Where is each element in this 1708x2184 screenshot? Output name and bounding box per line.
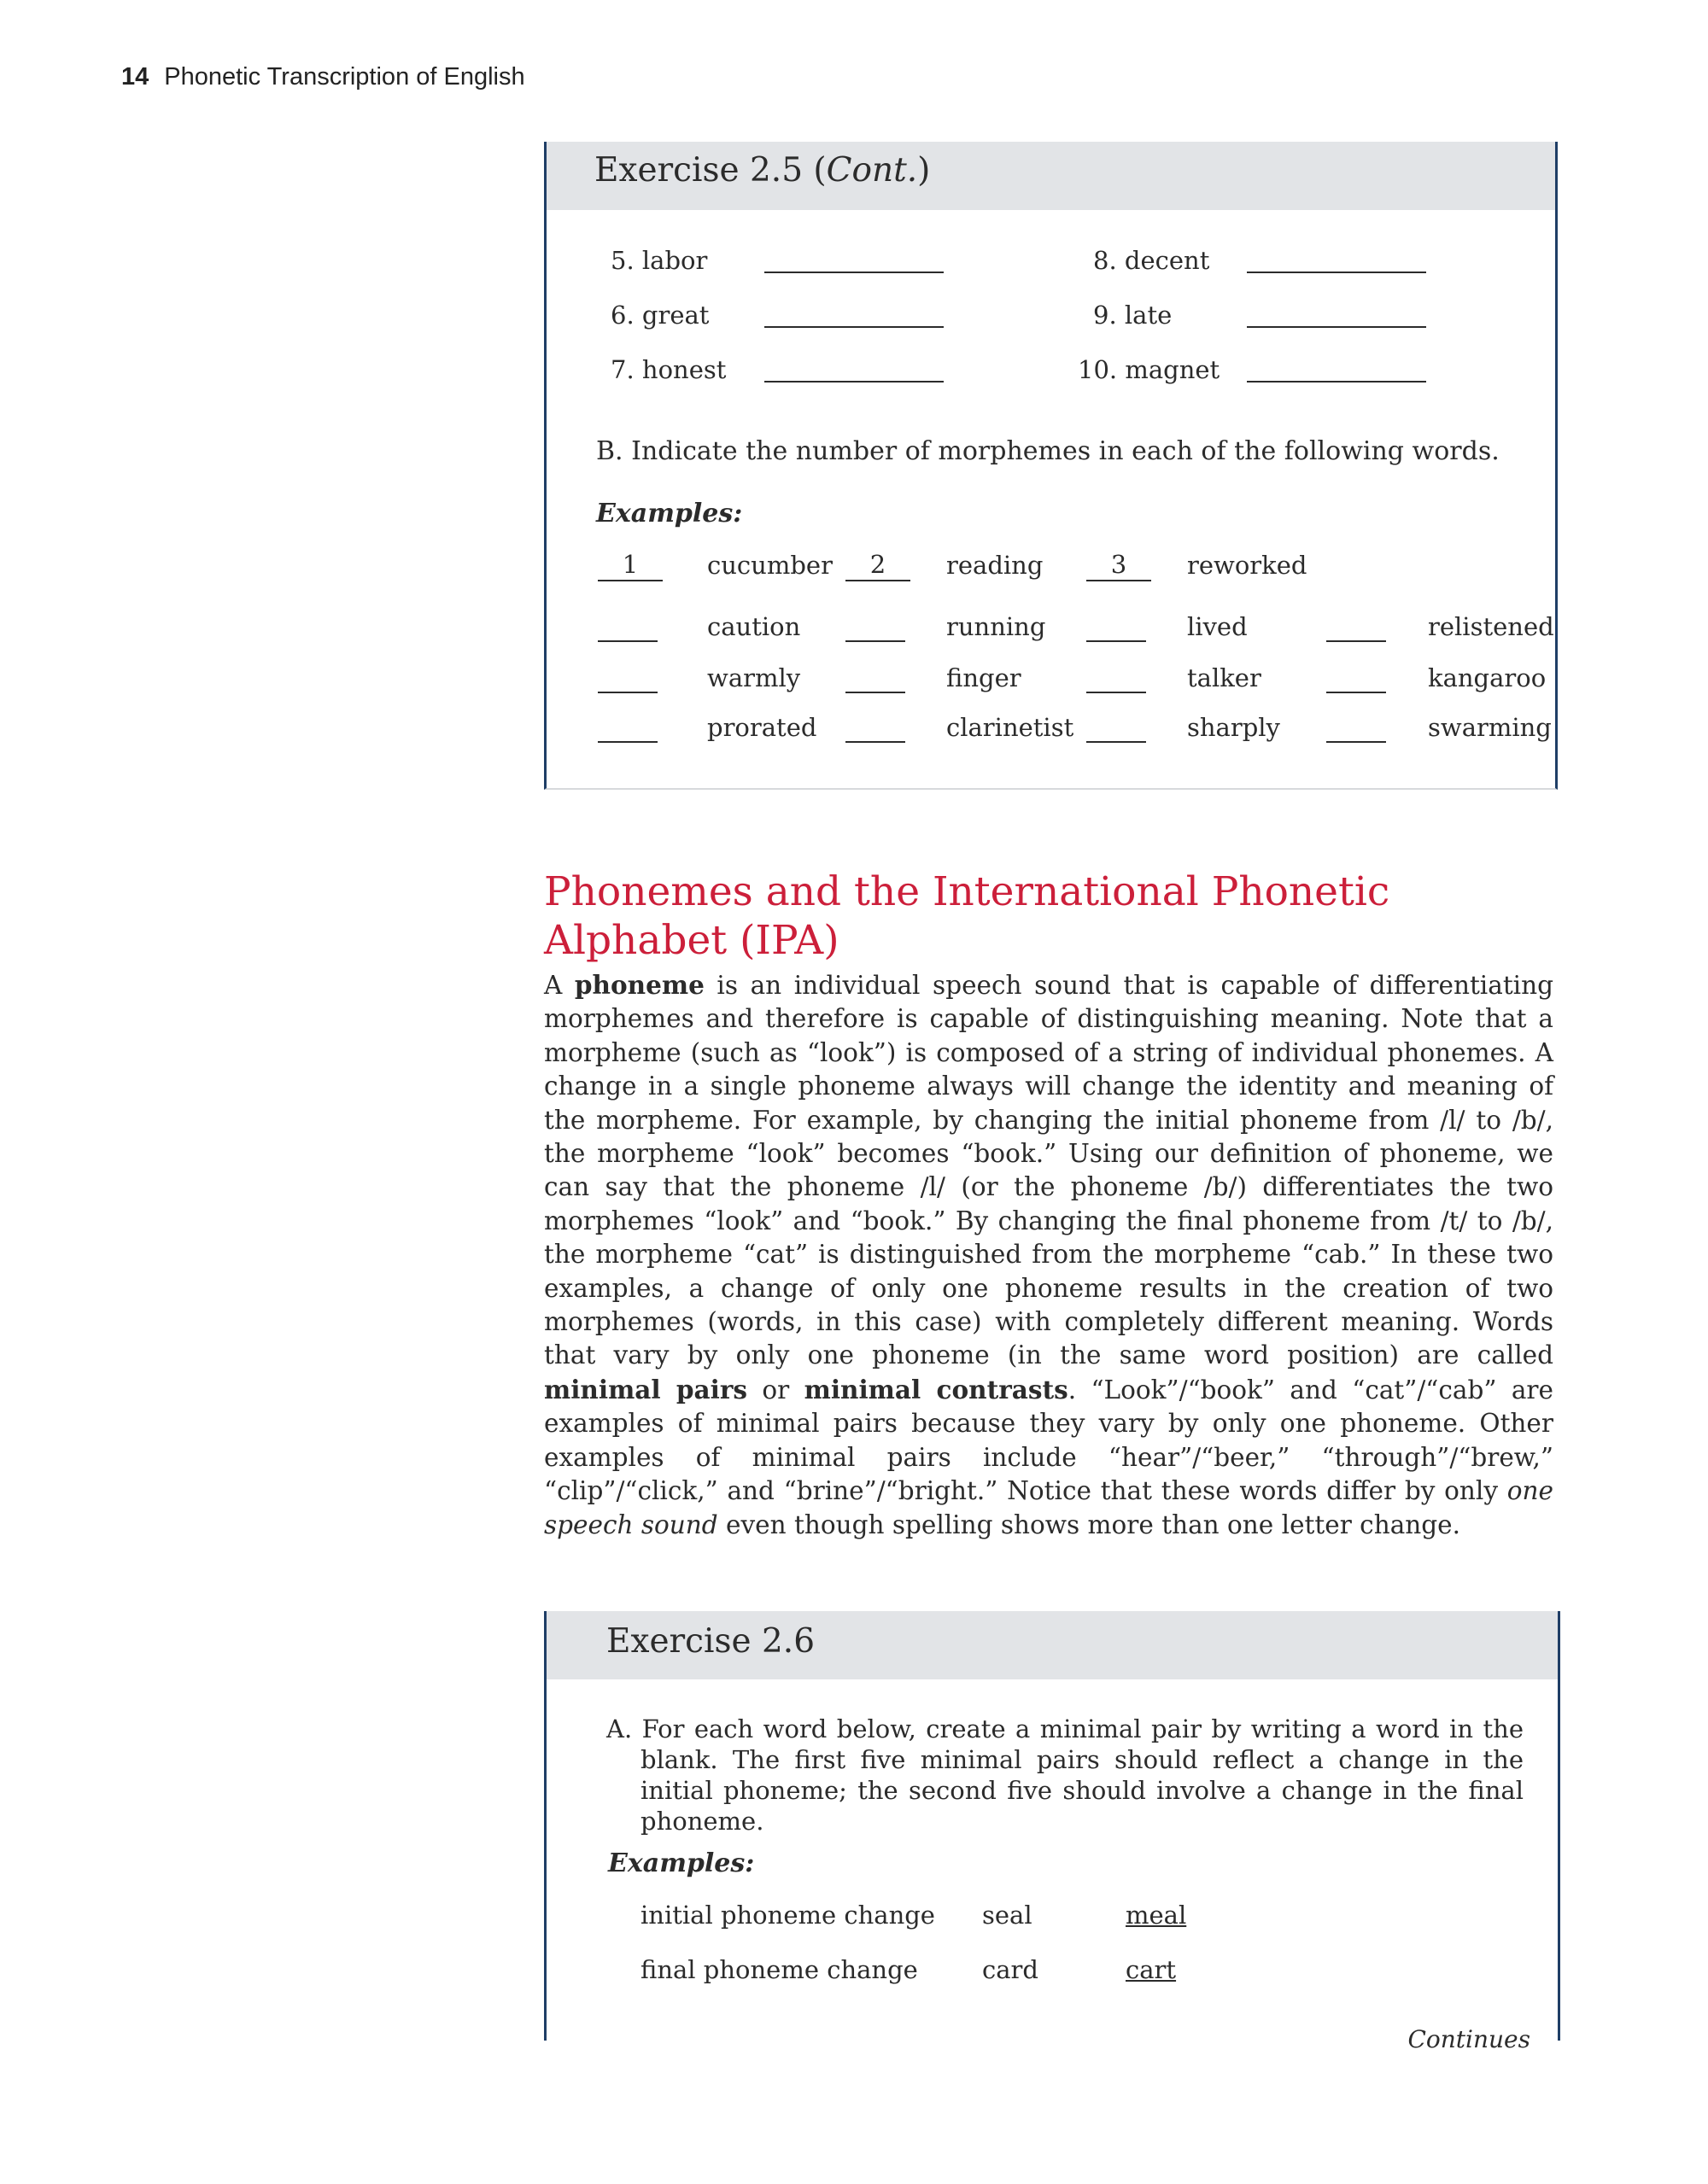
body-text-2: is an individual speech sound that is capable of differentiating morphemes and therefore is capable of distinguishing meaning. Note that a morpheme (such as “look”) is composed of a string of individual phonemes. A change in a single phoneme always will change the identity and meaning of the morpheme. For example, by changing the initial phoneme from /l/ to /b/, the morpheme “look” becomes “book.” Using our definition of phoneme, we can say that the phoneme /l/ (or the phoneme /b/) differentiates the two morphemes “look” and “book.” By changing the final phoneme from /t/ to /b/, the morpheme “cat” is distinguished from the morpheme “cab.” In these two examples, a change of only one phoneme results in the creation of two morphemes (words, in this case) with completely different meaning. Words that vary by only one phoneme (in the same word position) are called xyxy=(544,971,1554,1370)
word-sharply: sharply xyxy=(1187,713,1280,742)
example-label-initial: initial phoneme change xyxy=(640,1901,935,1930)
morpheme-blank[interactable] xyxy=(845,640,905,642)
page-number: 14 xyxy=(121,63,149,91)
example-word-1: cucumber xyxy=(707,551,833,580)
example-answer-meal: meal xyxy=(1126,1901,1187,1930)
example-answer-2: 2 xyxy=(845,549,910,581)
exercise-2-5-cont: Cont. xyxy=(826,151,918,190)
word-prorated: prorated xyxy=(707,713,817,742)
body-text-3: or xyxy=(746,1375,804,1404)
examples-label-2-6: Examples: xyxy=(608,1848,755,1878)
word-warmly: warmly xyxy=(707,663,801,692)
morpheme-blank[interactable] xyxy=(1086,640,1146,642)
examples-label: Examples: xyxy=(596,499,743,528)
running-title: Phonetic Transcription of English xyxy=(164,63,525,91)
emphasis-one-speech-sound: one speech sound xyxy=(544,1476,1553,1539)
word-running: running xyxy=(946,612,1046,641)
section-title xyxy=(544,867,1398,965)
item-7-blank[interactable] xyxy=(764,381,944,382)
term-minimal-pairs: minimal pairs xyxy=(544,1374,747,1404)
body-text-1: A xyxy=(544,971,575,1000)
part-a-instruction: A. For each word below, create a minimal pair by writing a word in the blank. The first five minimal pairs should reflect a change in the initial phoneme; the second five should involve a change in the final phoneme. xyxy=(606,1714,1524,1836)
morpheme-blank[interactable] xyxy=(1326,741,1386,743)
body-text-4: . “Look”/“book” and “cat”/“cab” are examples of minimal pairs because they vary by only one phoneme. Other examples of minimal pairs include “hear”/“beer,” “through”/“brew,” “clip”/“click,” and “brine”/“bright.” Notice that these words differ by only xyxy=(544,1375,1553,1506)
morpheme-blank[interactable] xyxy=(1326,640,1386,642)
exercise-2-6-heading: Exercise 2.6 xyxy=(547,1611,1558,1679)
body-paragraph xyxy=(544,968,1553,1542)
item-5-label: 5. labor xyxy=(611,246,708,275)
word-relistened: relistened xyxy=(1428,612,1554,641)
item-9-label: 9. late xyxy=(1093,301,1173,330)
term-phoneme: phoneme xyxy=(574,970,705,1000)
section-title-line-1: Phonemes and the International Phonetic xyxy=(544,868,1390,915)
item-6-label: 6. great xyxy=(611,301,710,330)
morpheme-blank[interactable] xyxy=(845,692,905,693)
morpheme-blank[interactable] xyxy=(598,640,658,642)
word-caution: caution xyxy=(707,612,801,641)
example-word-3: reworked xyxy=(1187,551,1307,580)
item-7-label: 7. honest xyxy=(611,355,727,384)
word-lived: lived xyxy=(1187,612,1248,641)
morpheme-blank[interactable] xyxy=(598,741,658,743)
morpheme-blank[interactable] xyxy=(1086,741,1146,743)
word-clarinetist: clarinetist xyxy=(946,713,1074,742)
item-10-label: 10. magnet xyxy=(1078,355,1220,384)
example-word-2: reading xyxy=(946,551,1044,580)
morpheme-blank[interactable] xyxy=(1086,692,1146,693)
example-answer-3: 3 xyxy=(1086,549,1151,581)
example-label-final: final phoneme change xyxy=(640,1955,918,1984)
item-8-blank[interactable] xyxy=(1247,272,1426,273)
exercise-2-5-heading: Exercise 2.5 (Cont.) xyxy=(547,142,1555,210)
word-talker: talker xyxy=(1187,663,1261,692)
word-finger: finger xyxy=(946,663,1021,692)
item-5-blank[interactable] xyxy=(764,272,944,273)
morpheme-blank[interactable] xyxy=(1326,692,1386,693)
item-9-blank[interactable] xyxy=(1247,326,1426,328)
word-kangaroo: kangaroo xyxy=(1428,663,1547,692)
example-word-card: card xyxy=(982,1955,1038,1984)
section-title-line-2: Alphabet (IPA) xyxy=(544,917,839,964)
example-answer-1: 1 xyxy=(598,549,663,581)
continues-label: Continues xyxy=(1407,2025,1530,2053)
example-word-seal: seal xyxy=(982,1901,1032,1930)
item-8-label: 8. decent xyxy=(1093,246,1210,275)
morpheme-blank[interactable] xyxy=(845,741,905,743)
morpheme-blank[interactable] xyxy=(598,692,658,693)
item-10-blank[interactable] xyxy=(1247,381,1426,382)
term-minimal-contrasts: minimal contrasts xyxy=(804,1374,1068,1404)
running-head xyxy=(121,63,525,91)
word-swarming: swarming xyxy=(1428,713,1552,742)
item-6-blank[interactable] xyxy=(764,326,944,328)
example-answer-cart: cart xyxy=(1126,1955,1177,1984)
exercise-2-5-title: Exercise 2.5 xyxy=(594,151,804,190)
part-b-instruction: B. Indicate the number of morphemes in each of the following words. xyxy=(596,436,1500,466)
body-text-5: even though spelling shows more than one letter change. xyxy=(717,1510,1460,1539)
